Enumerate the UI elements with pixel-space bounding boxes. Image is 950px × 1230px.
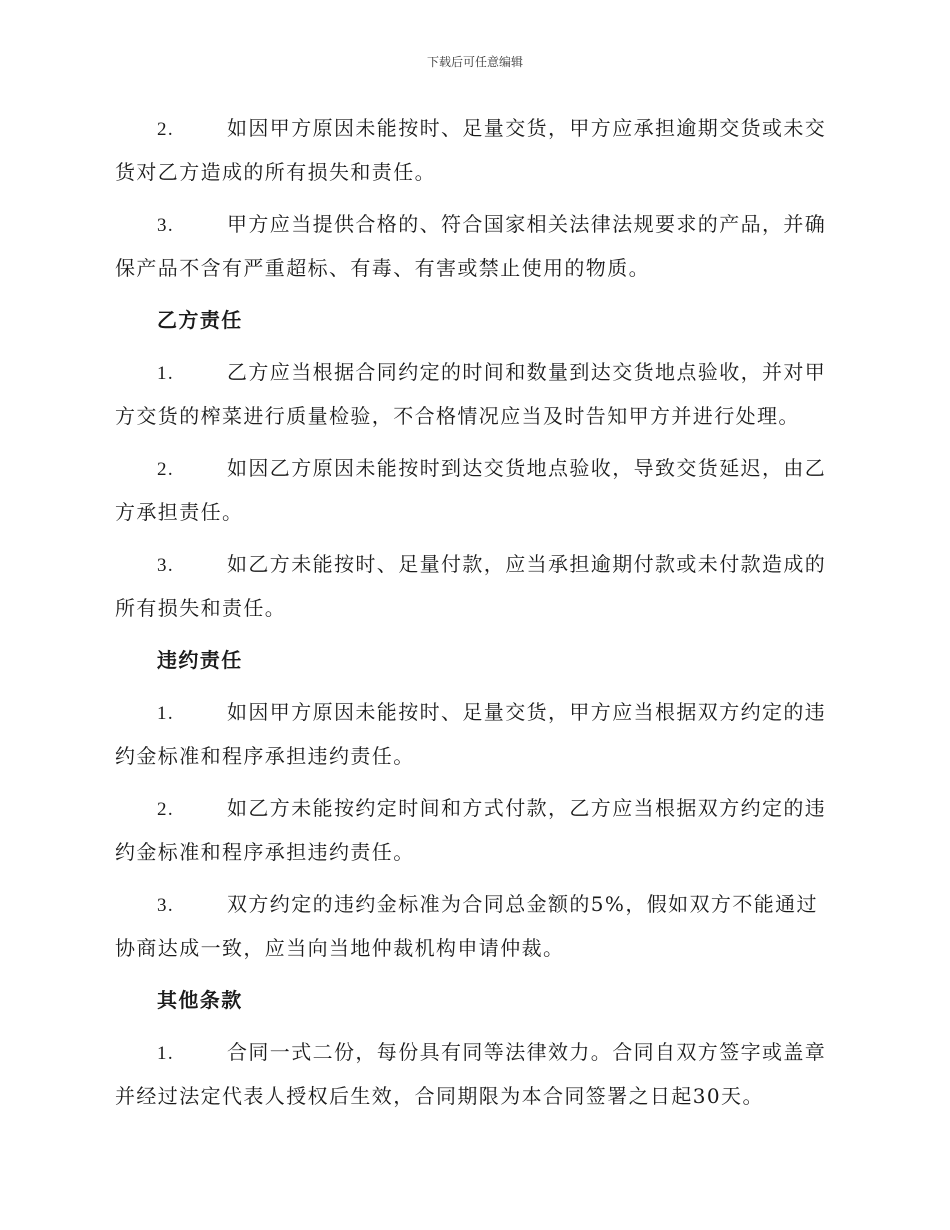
clause-text: 乙方应当根据合同约定的时间和数量到达交货地点验收，并对甲方交货的榨菜进行质量检验，不合格情况应当及时告知甲方并进行处理。 [115,360,827,428]
clause-paragraph [115,107,833,193]
section-heading: 乙方责任 [157,308,243,332]
clause-text: 如因甲方原因未能按时、足量交货，甲方应当根据双方约定的违约金标准和程序承担违约责任。 [115,700,827,768]
clause-number: 1. [157,363,175,384]
clause-paragraph [115,883,833,969]
clause-paragraph [115,1031,833,1117]
document-body [115,107,833,1127]
clause-paragraph [115,447,833,533]
clause-number: 1. [157,703,175,724]
clause-text: 如因甲方原因未能按时、足量交货，甲方应承担逾期交货或未交货对乙方造成的所有损失和责任。 [115,116,827,184]
section-heading: 违约责任 [157,648,243,672]
clause-number: 2. [157,799,175,820]
clause-number: 3. [157,555,175,576]
section-heading: 其他条款 [157,988,243,1012]
clause-number: 3. [157,895,175,916]
clause-number: 1. [157,1043,175,1064]
clause-paragraph [115,351,833,437]
clause-text: 甲方应当提供合格的、符合国家相关法律法规要求的产品，并确保产品不含有严重超标、有毒、有害或禁止使用的物质。 [115,212,827,280]
clause-paragraph [115,691,833,777]
clause-text: 如因乙方原因未能按时到达交货地点验收，导致交货延迟，由乙方承担责任。 [115,456,827,524]
page-header: 下载后可任意编辑 [426,55,523,69]
clause-paragraph [115,203,833,289]
clause-text: 如乙方未能按时、足量付款，应当承担逾期付款或未付款造成的所有损失和责任。 [115,552,827,620]
clause-number: 2. [157,459,175,480]
clause-text: 合同一式二份，每份具有同等法律效力。合同自双方签字或盖章并经过法定代表人授权后生效，合同期限为本合同签署之日起30天。 [115,1040,827,1108]
clause-number: 3. [157,215,175,236]
clause-number: 2. [157,119,175,140]
clause-paragraph [115,543,833,629]
clause-text: 双方约定的违约金标准为合同总金额的5%，假如双方不能通过协商达成一致，应当向当地仲裁机构申请仲裁。 [115,892,818,960]
clause-paragraph [115,787,833,873]
clause-text: 如乙方未能按约定时间和方式付款，乙方应当根据双方约定的违约金标准和程序承担违约责任。 [115,796,827,864]
